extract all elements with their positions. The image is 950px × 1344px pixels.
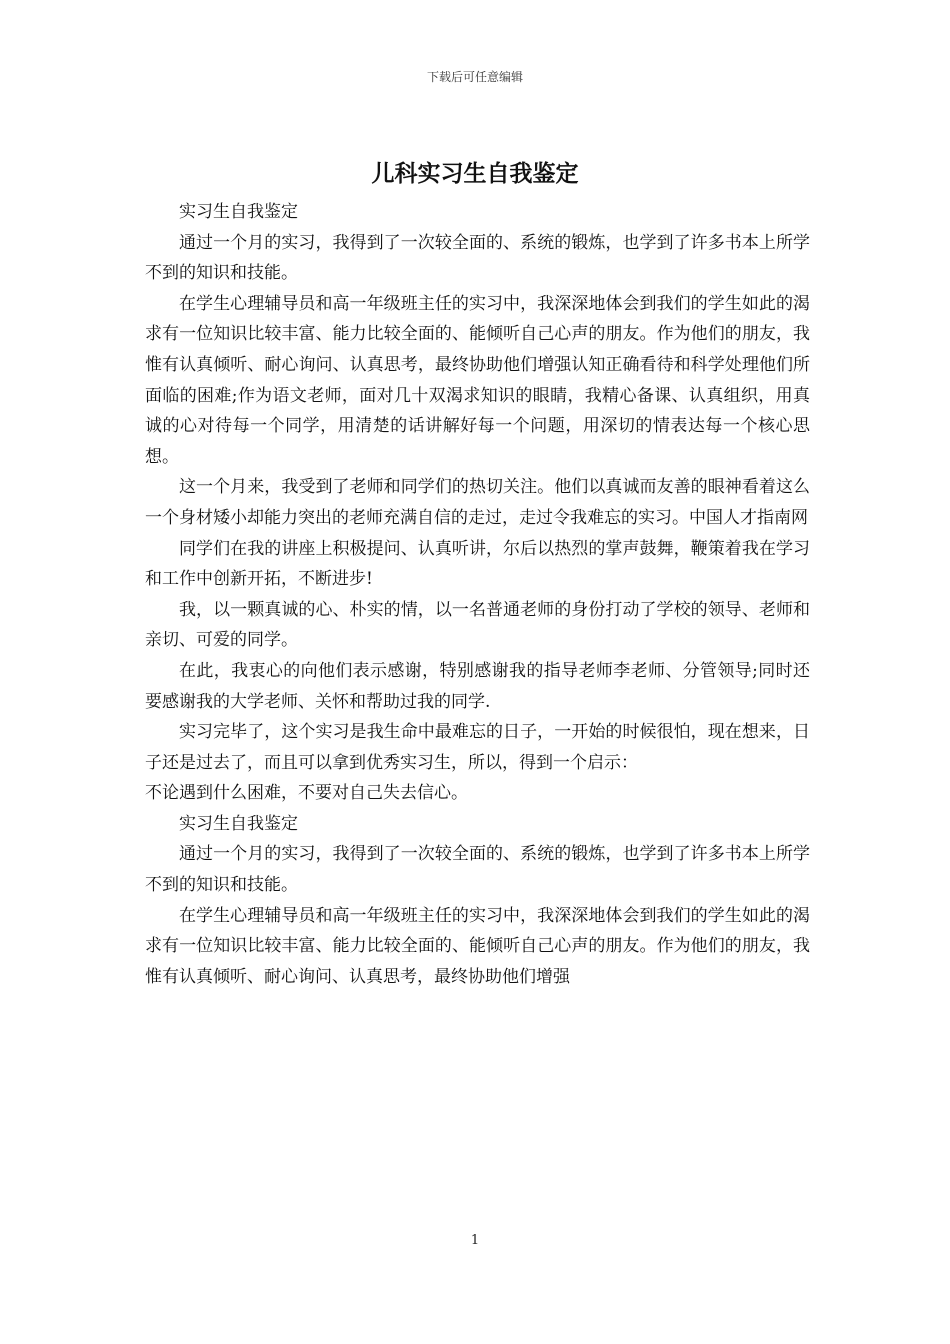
paragraph: 我，以一颗真诚的心、朴实的情，以一名普通老师的身份打动了学校的领导、老师和亲切、可爱的同学。 [145, 599, 810, 651]
paragraph: 通过一个月的实习，我得到了一次较全面的、系统的锻炼，也学到了许多书本上所学不到的知识和技能。 [145, 232, 810, 284]
paragraph: 实习完毕了，这个实习是我生命中最难忘的日子，一开始的时候很怕，现在想来，日子还是过去了，而且可以拿到优秀实习生，所以，得到一个启示： 不论遇到什么困难，不要对自己失去信心。 [145, 722, 810, 804]
paragraph: 在学生心理辅导员和高一年级班主任的实习中，我深深地体会到我们的学生如此的渴求有一位知识比较丰富、能力比较全面的、能倾听自己心声的朋友。作为他们的朋友，我惟有认真倾听、耐心询问、认真思考，最终协助他们增强 [145, 905, 810, 987]
header-note: 下载后可任意编辑 [426, 70, 523, 84]
paragraph: 这一个月来，我受到了老师和同学们的热切关注。他们以真诚而友善的眼神看着这么一个身材矮小却能力突出的老师充满自信的走过，走过令我难忘的实习。中国人才指南网 [145, 477, 810, 528]
paragraph: 在学生心理辅导员和高一年级班主任的实习中，我深深地体会到我们的学生如此的渴求有一位知识比较丰富、能力比较全面的、能倾听自己心声的朋友。作为他们的朋友，我惟有认真倾听、耐心询问、认真思考，最终协助他们增强认知正确看待和科学处理他们所面临的困难;作为语文老师，面对几十双渴求知识的眼睛，我精心备课、认真组织，用真诚的心对待每一个同学，用清楚的话讲解好每一个问题，用深切的情表达每一个核心思想。 [145, 293, 810, 467]
paragraph-heading-1: 实习生自我鉴定 [179, 202, 298, 222]
page-number: 1 [470, 1233, 480, 1248]
paragraph: 在此，我衷心的向他们表示感谢，特别感谢我的指导老师李老师、分管领导;同时还要感谢我的大学老师、关怀和帮助过我的同学. [145, 660, 810, 712]
document-title: 儿科实习生自我鉴定 [371, 160, 579, 187]
document-body [145, 197, 810, 992]
paragraph: 通过一个月的实习，我得到了一次较全面的、系统的锻炼，也学到了许多书本上所学不到的知识和技能。 [145, 844, 810, 896]
paragraph: 同学们在我的讲座上积极提问、认真听讲，尔后以热烈的掌声鼓舞，鞭策着我在学习和工作中创新开拓，不断进步! [145, 538, 810, 590]
paragraph-heading-2: 实习生自我鉴定 [179, 813, 298, 834]
